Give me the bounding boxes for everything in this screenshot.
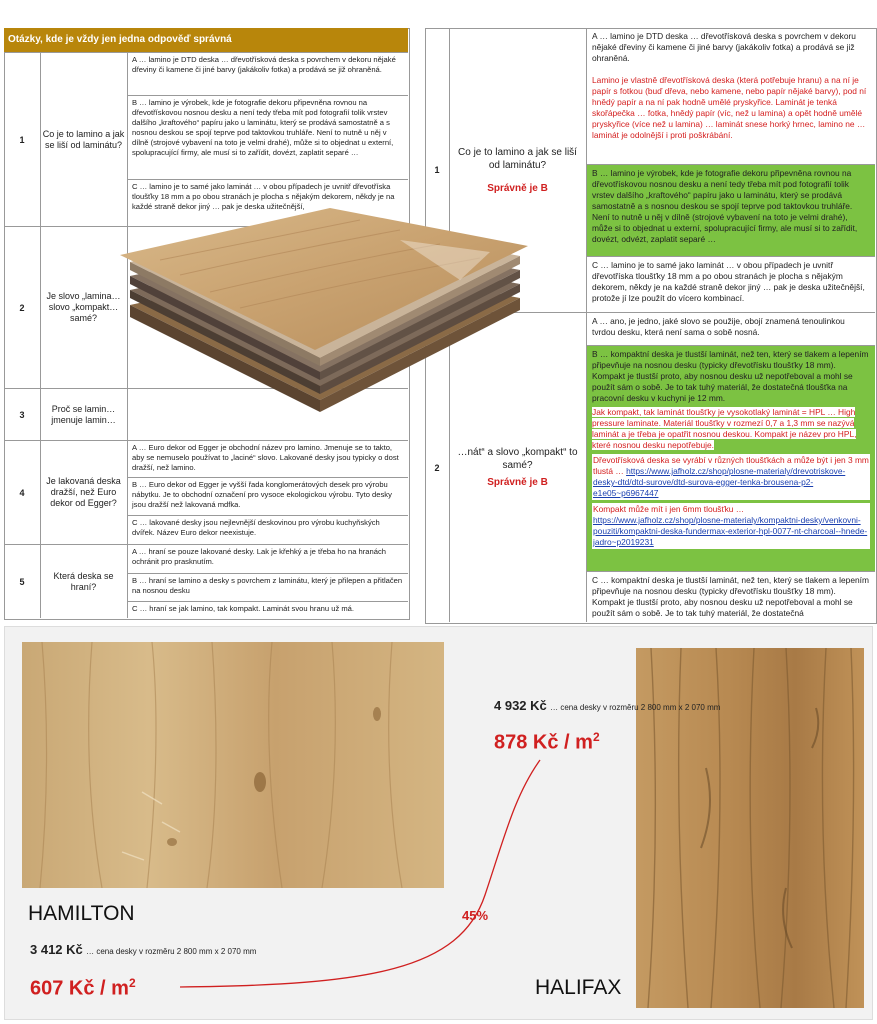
answer-c: C … hraní se jak lamino, tak kompakt. Laminát svou hranu už má.	[128, 601, 408, 619]
answer-b-note-kompakt: Kompakt může mít i jen 6mm tloušťku …	[593, 504, 745, 514]
dtd-link[interactable]: https://www.jafholz.cz/shop/plosne-materialy/drevotriskove-desky-dtd/dtd-surove/dtd-surova-egger-tenka-brousena-p2-e1e05~p6967447	[593, 466, 846, 498]
row-number: 1	[425, 28, 450, 312]
answer-a-text: A … lamino je DTD deska … dřevotřísková deska s povrchem v dekoru nějaké dřeviny či kamene či jiné barvy (jakákoliv fotka) a prodává se již ohraněná.	[592, 31, 856, 63]
halifax-price-per-m2	[494, 730, 600, 755]
row-question: Která deska se hraní?	[40, 545, 128, 618]
answer-b-correct: B … lamino je výrobek, kde je fotografie dekoru připevněna rovnou na dřevotřískovou nosnou desku a není tedy třeba mít pod fotografií tolik vrstev dalšího „kraftového“ papíru jako u laminátu, který se prodává samostatně a s nosnou deskou se spojí teprve pod taktovkou truhláře. Není to nutně u něj v dílně (strojové vybavení na toto je velmi drahé), může si to objednat u externí, spolupracující firmy, ale musí si to zařídit, dovézt, odvézt, zaplatit separé …	[587, 164, 875, 256]
answer-a: A … lamino je DTD deska … dřevotřísková deska s povrchem v dekoru nějaké dřeviny či kamene či jiné barvy (jakákoliv fotka) a prodává se již ohraněná.	[132, 55, 396, 74]
halifax-price-note: … cena desky v rozměru 2 800 mm x 2 070 mm	[550, 703, 721, 712]
row-number: 3	[4, 389, 41, 440]
hamilton-price-per-m2	[30, 976, 136, 1001]
answer-a-note: Lamino je vlastně dřevotřísková deska (která potřebuje hranu) a na ní je papír s fotkou (buď dřeva, nebo kamene, nebo papír nějaké barvy), pod ní hnědý papír a na ní pak hodně umělé pryskyřice. Laminát je tenká skořápečka … fotka, hnědý papír (víc, než u lamina) a opět hodně umělé pryskyřice (více než u lamina) … laminát snese horký hrnec, lamino ne … laminát je odolnější i proti poškrábání.	[592, 75, 867, 140]
answer-b-correct	[587, 345, 875, 571]
left-table-header: Otázky, kde je vždy jen jedna odpověď správná	[4, 28, 408, 52]
row-question: Co je to lamino a jak se liší od laminátu?	[40, 53, 128, 226]
hamilton-price-note: … cena desky v rozměru 2 800 mm x 2 070 mm	[86, 947, 257, 956]
answer-c: C … kompaktní deska je tlustší laminát, než ten, který se tlakem a lepením připevňuje na nosnou desku (typicky dřevotřísku tloušťky 18 mm). Kompakt je tlustší proto, aby nosnou desku už nepotřeboval a mohl se použít sám o sobě. Je to tak tuhý materiál, že dostatečná	[587, 571, 875, 623]
correct-answer-label: Správně je B	[487, 182, 548, 194]
answer-b-text: B … kompaktní deska je tlustší laminát, než ten, který se tlakem a lepením připevňuje na nosnou desku (typicky dřevotřísku tloušťky 18 mm). Kompakt je tlustší proto, aby nosnou desku už nepotřeboval a mohl se použít sám o sobě. Je to tak tuhý materiál, že dostatečná tloušťka na pracovní desku v kuchyni je 12 mm.	[592, 349, 869, 403]
answer-a: A … hraní se pouze lakované desky. Lak je křehký a je třeba ho na hranách ochránit pro prasknutím.	[132, 547, 386, 566]
answer-b-note-dtd: Dřevotřísková deska se vyrábí v různých tloušťkách a může být i jen 3 mm tlustá …	[593, 455, 869, 476]
hamilton-name: HAMILTON	[28, 902, 135, 925]
table-row	[4, 440, 408, 544]
answer-a	[587, 28, 875, 164]
halifax-name: HALIFAX	[535, 976, 622, 999]
hamilton-per-m2-value: 607 Kč / m	[30, 977, 129, 1000]
price-difference-connector	[170, 755, 550, 995]
answer-a: A … Euro dekor od Egger je obchodní název pro lamino. Jmenuje se to takto, aby se nemuselo používat to „laciné“ slovo. Lakované desky jsou typicky o dost dražší, než lamino.	[132, 443, 399, 472]
row-number: 2	[4, 227, 41, 388]
row-question: Je lakovaná deska dražší, než Euro dekor od Egger?	[40, 441, 128, 544]
answer-c: C … lamino je to samé jako laminát … v obou případech je uvnitř dřevotříska tloušťky 18 mm a po obou stranách je plocha s nějakým dekorem, někdy je na každé straně dekor jiný … pak je deska užitečnější, protože jí lze použít do vícero kombinací.	[587, 256, 875, 312]
hamilton-price-value: 3 412 Kč	[30, 942, 83, 957]
halifax-price	[494, 698, 720, 713]
question-text: Co je to lamino a jak se liší od laminátu?	[458, 146, 577, 171]
answer-b: B … hraní se lamino a desky s povrchem z laminátu, který je přilepen a přitlačen na nosnou desku	[128, 573, 408, 601]
halifax-price-value: 4 932 Kč	[494, 698, 547, 713]
row-question: Je slovo „lamina… slovo „kompakt… samé?	[40, 227, 128, 388]
answer-b: B … Euro dekor od Egger je vyšší řada konglomerátových desek pro výrobu nábytku. Je to obchodní označení pro vysoce ekologickou výrobu. Tyto desky jsou dražší než lakovaná mdfka.	[128, 477, 408, 515]
row-number: 1	[4, 53, 41, 226]
halifax-per-m2-exponent: 2	[592, 730, 600, 744]
correct-answer-label: Správně je B	[487, 477, 548, 488]
price-difference-percent: 45%	[462, 908, 489, 923]
question-text: …nát“ a slovo „kompakt“ to samé?	[457, 447, 578, 471]
answer-c: C … lamino je to samé jako laminát … v obou případech je uvnitř dřevotříska tloušťky 18 mm a po obou stranách je plocha s nějakým dekorem, někdy je na každé straně dekor jiný … pak je deska užitečnější,	[128, 179, 408, 227]
answer-b-note-hpl: Jak kompakt, tak laminát tloušťky je vysokotlaký laminát = HPL … High pressure laminate. Materiál tloušťky v rozmezí 0,7 a 1,3 mm se nazývá laminát a je třeba je opatřit nosnou deskou. Kompakt je název pro HPL, které nosnou desku nepotřebuje.	[592, 407, 857, 450]
answer-b: B … lamino je výrobek, kde je fotografie dekoru připevněna rovnou na dřevotřískovou nosnou desku a není tedy třeba mít pod fotografií tolik vrstev dalšího „kraftového“ papíru jako u laminátu, který se prodává samostatně a s nosnou deskou se spojí teprve pod taktovkou truhláře. Není to nutně u něj v dílně (strojové vybavení na toto je velmi drahé), může si to objednat u externí, spolupracující firmy, ale musí si to zařídit, dovézt, zaplatit separé …	[128, 95, 408, 179]
row-number: 5	[4, 545, 41, 618]
halifax-per-m2-value: 878 Kč / m	[494, 731, 593, 754]
answer-c: C … lakované desky jsou nejlevnější deskovinou pro výrobu kuchyňských dvířek. Název Euro dekor neexistuje.	[128, 515, 408, 545]
row-number: 2	[425, 313, 450, 622]
row-question: Proč se lamin… jmenuje lamin…	[40, 389, 128, 440]
laminate-layers-illustration	[100, 200, 540, 430]
row-number: 4	[4, 441, 41, 544]
table-row	[4, 544, 408, 618]
kompakt-link[interactable]: https://www.jafholz.cz/shop/plosne-materialy/kompaktni-desky/venkovni-pouziti/kompaktni-deska-fundermax-exterior-hpl-0077-nt-charcoal--hnede-jadro~p2019231	[593, 515, 868, 547]
answer-a: A … ano, je jedno, jaké slovo se použije, obojí znamená tenoulinkou tvrdou desku, která není sama o sobě nosná.	[592, 316, 845, 337]
hamilton-per-m2-exponent: 2	[128, 976, 136, 990]
